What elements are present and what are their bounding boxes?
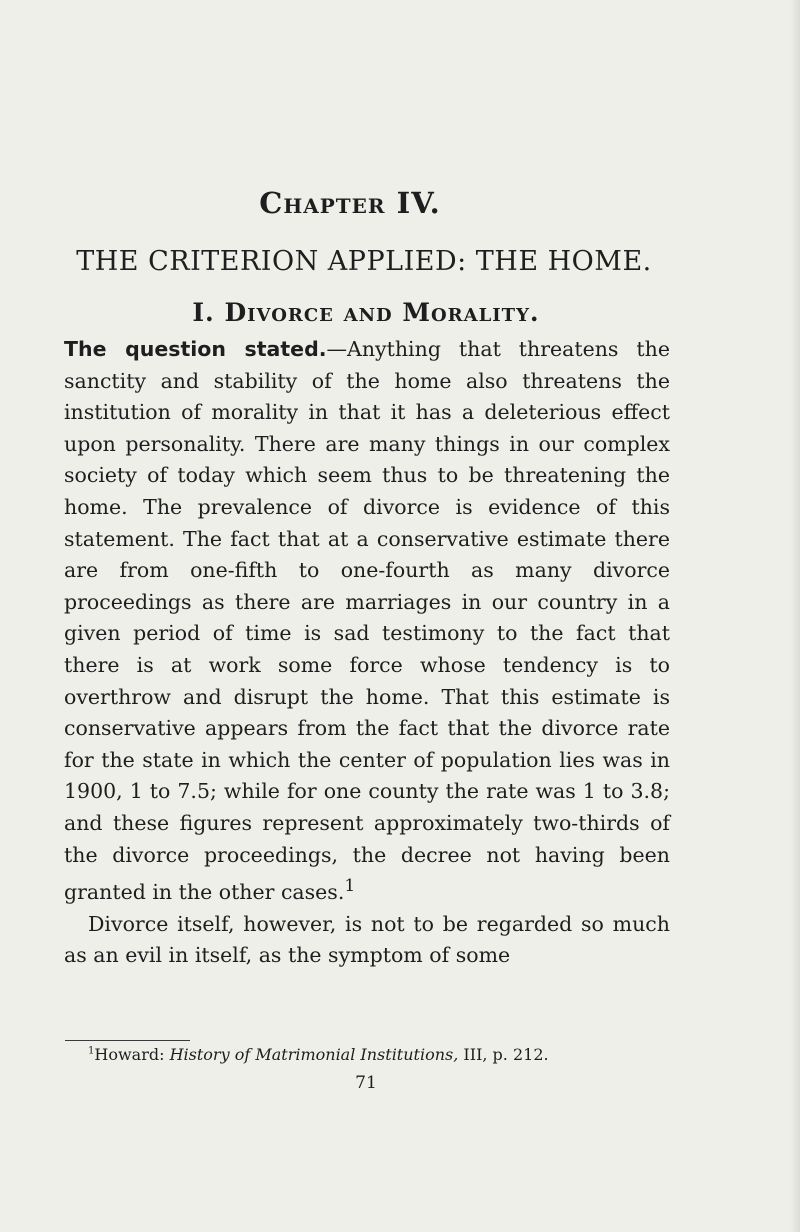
paragraph [64, 334, 670, 909]
footnote-marker: 1 [88, 1045, 95, 1057]
body-text [64, 334, 670, 972]
page-number: 71 [355, 1073, 377, 1093]
chapter-title: THE CRITERION APPLIED: THE HOME. [76, 246, 652, 277]
footnote-details: III, p. 212. [463, 1045, 549, 1064]
chapter-heading: Chapter IV. [259, 186, 441, 220]
footnote-author: Howard: [94, 1045, 165, 1064]
footnote [88, 1045, 648, 1064]
footnote-work-title: History of Matrimonial Institutions, [169, 1045, 459, 1064]
footnote-rule [65, 1040, 190, 1041]
paragraph-text: —Anything that threatens the sanctity and stability of the home also threatens the institution of morality in that it has a deleterious effect upon personality. There are many things in our complex society of today which seem thus to be threatening the home. The prevalence of divorce is evidence of this statement. The fact that at a conservative estimate there are from one-fifth to one-fourth as many divorce proceedings as there are marriages in our country in a given period of time is sad testimony to the fact that there is at work some force whose tendency is to overthrow and disrupt the home. That this estimate is conservative appears from the fact that the divorce rate for the state in which the center of population lies was in 1900, 1 to 7.5; while for one county the rate was 1 to 3.8; and these figures represent approximately two-thirds of the divorce proceedings, the decree not having been granted in the other cases. [64, 337, 670, 904]
run-in-heading: The question stated. [64, 337, 327, 361]
paragraph: Divorce itself, however, is not to be regarded so much as an evil in itself, as the symptom of some [64, 911, 670, 968]
section-heading: I. Divorce and Morality. [192, 298, 540, 327]
page-edge [790, 0, 800, 1232]
footnote-reference: 1 [344, 876, 356, 897]
